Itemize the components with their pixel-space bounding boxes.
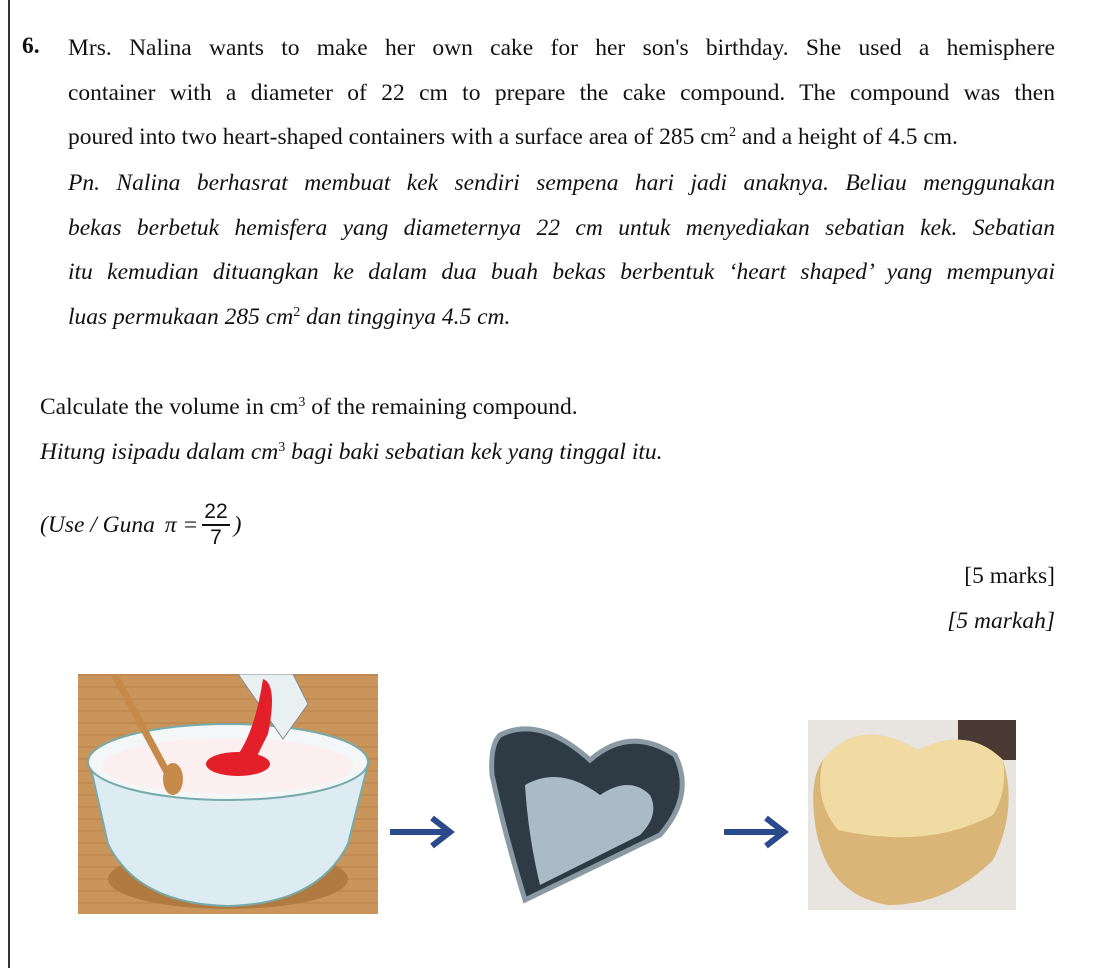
question-text-line xyxy=(68,122,1055,152)
text: dan tingginya 4.5 cm. xyxy=(300,304,511,330)
text: (Use / Guna xyxy=(40,512,161,538)
malay-text-line: bekas berbetuk hemisfera yang diameternya 22 cm untuk menyediakan sebatian kek. Sebatian xyxy=(68,215,1055,241)
malay-text-line xyxy=(68,302,1055,332)
text: ) xyxy=(233,512,242,538)
superscript: 2 xyxy=(293,305,301,320)
malay-text-line: Pn. Nalina berhasrat membuat kek sendiri sempena hari jadi anaknya. Beliau menggunakan xyxy=(68,170,1055,196)
pi-note xyxy=(40,500,241,550)
malay-text-line: itu kemudian dituangkan ke dalam dua buah bekas berbentuk ‘heart shaped’ yang mempunyai xyxy=(68,259,1055,285)
arrow-right-icon xyxy=(388,815,458,849)
marks-malay: [5 markah] xyxy=(947,608,1055,634)
question-text-line: Mrs. Nalina wants to make her own cake for her son's birthday. She used a hemisphere xyxy=(68,35,1055,61)
pi-symbol: π = xyxy=(164,512,199,538)
question-number: 6. xyxy=(22,33,40,59)
heart-cake-image xyxy=(808,720,1016,910)
mixing-bowl-image xyxy=(78,674,378,914)
text: Hitung isipadu dalam cm xyxy=(40,439,279,465)
superscript: 3 xyxy=(278,440,286,455)
question-text-line: container with a diameter of 22 cm to prepare the cake compound. The compound was then xyxy=(68,80,1055,106)
text: and a height of 4.5 cm. xyxy=(741,124,958,150)
margin-line xyxy=(8,0,10,968)
text: poured into two heart-shaped containers with a surface area of 285 cm xyxy=(68,124,730,150)
text: Calculate the volume in cm xyxy=(40,394,299,420)
text: bagi baki sebatian kek yang tinggal itu. xyxy=(285,439,663,465)
denominator: 7 xyxy=(210,526,222,549)
text: luas permukaan 285 cm xyxy=(68,304,294,330)
superscript: 3 xyxy=(298,395,306,410)
heart-pan-image xyxy=(480,715,705,910)
task-english xyxy=(40,392,578,422)
fraction xyxy=(202,500,229,550)
task-malay xyxy=(40,437,663,467)
superscript: 2 xyxy=(729,125,737,140)
arrow-right-icon xyxy=(722,815,792,849)
text: of the remaining compound. xyxy=(305,394,578,420)
numerator: 22 xyxy=(202,500,229,526)
marks-english: [5 marks] xyxy=(964,563,1055,589)
